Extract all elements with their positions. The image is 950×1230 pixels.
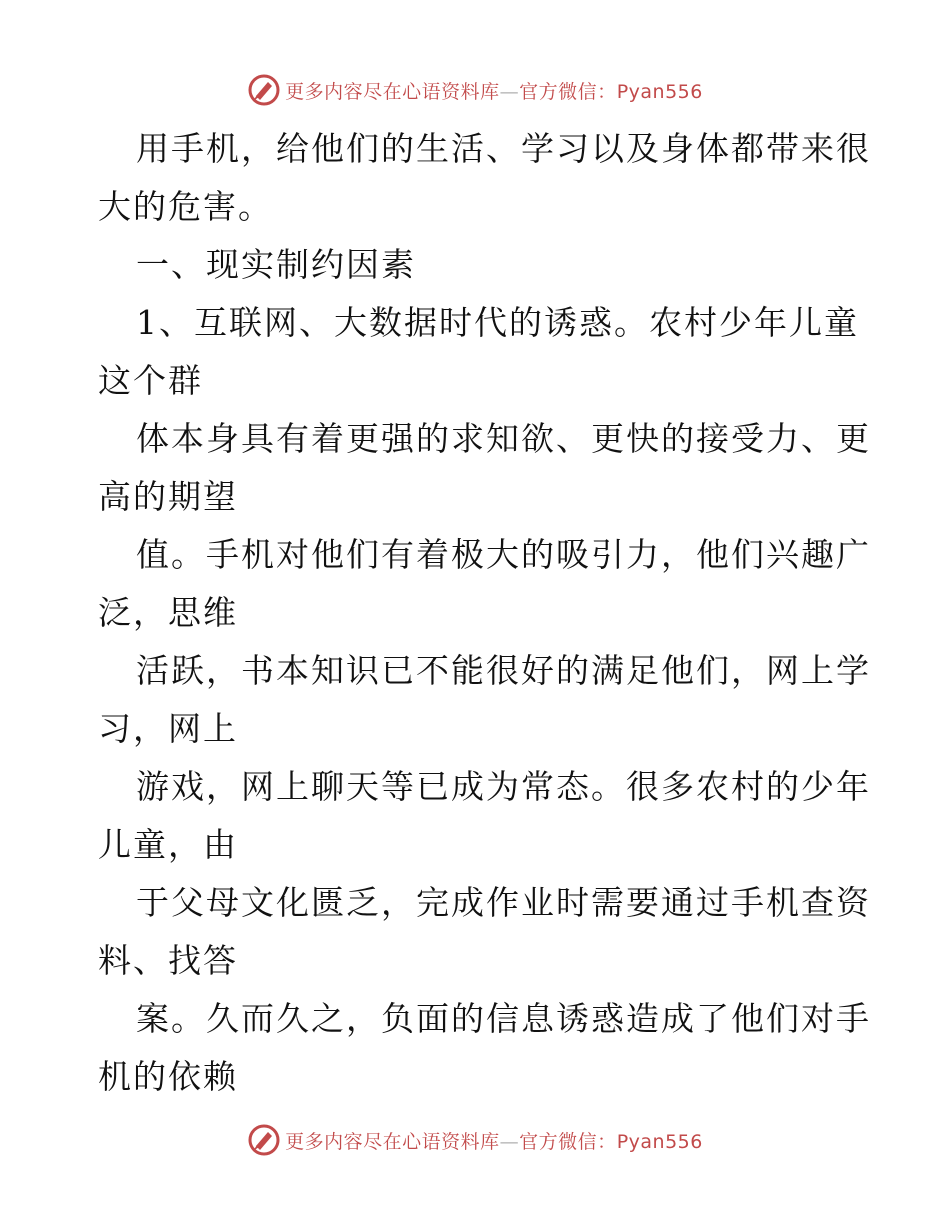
body-line: 于父母文化匮乏，完成作业时需要通过手机查资: [136, 883, 871, 922]
body-line: 游戏，网上聊天等已成为常态。很多农村的少年: [136, 767, 871, 806]
body-line: 案。久而久之，负面的信息诱惑造成了他们对手: [136, 999, 871, 1038]
body-line: 活跃，书本知识已不能很好的满足他们，网上学: [136, 651, 871, 690]
body-line: 体本身具有着更强的求知欲、更快的接受力、更: [136, 419, 871, 458]
watermark-separator: —: [499, 80, 520, 103]
brand-logo-icon: [247, 73, 281, 107]
body-line: 这个群: [98, 361, 203, 400]
body-line: 习，网上: [98, 709, 238, 748]
watermark-label: 官方微信：: [519, 80, 617, 103]
brand-logo-icon: [247, 1123, 281, 1157]
body-line: 泛，思维: [98, 593, 238, 632]
body-line: 值。手机对他们有着极大的吸引力，他们兴趣广: [136, 535, 871, 574]
watermark-brand: 更多内容尽在心语资料库: [285, 1130, 500, 1153]
footer-watermark: [0, 1120, 950, 1160]
body-line: 用手机，给他们的生活、学习以及身体都带来很: [136, 129, 871, 168]
section-heading: 一、现实制约因素: [136, 245, 416, 284]
body-line: 料、找答: [98, 941, 238, 980]
watermark-id: Pyan556: [616, 80, 703, 103]
document-body: [98, 120, 871, 1106]
body-line: 机的依赖: [98, 1057, 238, 1096]
watermark-id: Pyan556: [616, 1130, 703, 1153]
body-line: 儿童，由: [98, 825, 238, 864]
body-line: 大的危害。: [98, 187, 273, 226]
watermark-text: [285, 1127, 703, 1154]
header-watermark: [0, 70, 950, 110]
watermark-label: 官方微信：: [519, 1130, 617, 1153]
body-line: 1、互联网、大数据时代的诱惑。农村少年儿童: [136, 303, 859, 342]
watermark-brand: 更多内容尽在心语资料库: [285, 80, 500, 103]
body-line: 高的期望: [98, 477, 238, 516]
watermark-separator: —: [499, 1130, 520, 1153]
watermark-text: [285, 77, 703, 104]
